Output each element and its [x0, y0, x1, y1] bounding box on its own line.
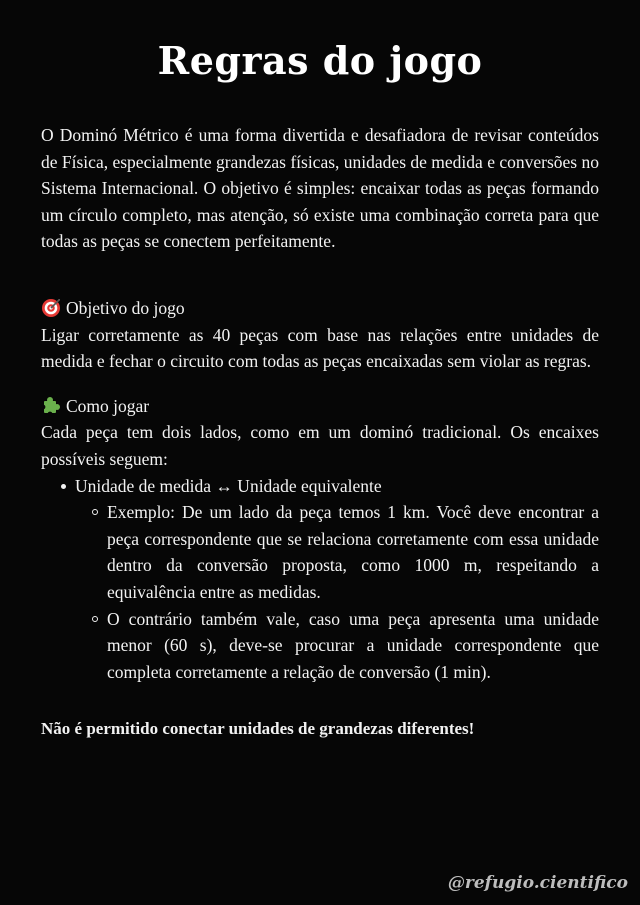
page-title: Regras do jogo	[157, 38, 483, 83]
objective-text: Ligar corretamente as 40 peças com base nas relações entre unidades de medida e fechar o circuito com todas as peças encaixadas sem violar as regras.	[41, 324, 599, 372]
how-to-play-section	[41, 393, 599, 686]
author-handle: @refugio.cientifico	[447, 873, 628, 893]
sub-list-item: Exemplo: De um lado da peça temos 1 km. Você deve encontrar a peça correspondente que se relaciona corretamente com essa unidade dentro da conversão proposta, como 1000 m, respeitando a equivalência entre as medidas.	[75, 499, 599, 605]
warning-text: Não é permitido conectar unidades de grandezas diferentes!	[41, 719, 475, 739]
how-to-play-text: Cada peça tem dois lados, como em um dominó tradicional. Os encaixes possíveis seguem:	[41, 422, 599, 469]
target-icon	[41, 298, 61, 318]
sub-list-item: O contrário também vale, caso uma peça apresenta uma unidade menor (60 s), deve-se procurar a unidade correspondente que completa corretamente a relação de conversão (1 min).	[75, 606, 599, 686]
objective-section	[41, 295, 599, 375]
rules-sublist	[75, 499, 599, 685]
list-item	[41, 473, 599, 686]
list-item-text: Unidade de medida ↔ Unidade equivalente	[75, 475, 382, 496]
objective-heading-label: Objetivo do jogo	[66, 297, 185, 318]
rules-list	[41, 473, 599, 686]
puzzle-icon	[41, 396, 61, 416]
rules-content	[41, 122, 599, 760]
intro-paragraph: O Dominó Métrico é uma forma divertida e desafiadora de revisar conteúdos de Física, especialmente grandezas físicas, unidades de medida e conversões no Sistema Internacional. O objetivo é simples: encaixar todas as peças formando um círculo completo, mas atenção, só existe uma combinação correta para que todas as peças se conectem perfeitamente.	[41, 125, 599, 252]
objective-heading	[41, 295, 599, 322]
how-to-play-heading	[41, 393, 599, 420]
how-to-play-heading-label: Como jogar	[66, 395, 150, 416]
